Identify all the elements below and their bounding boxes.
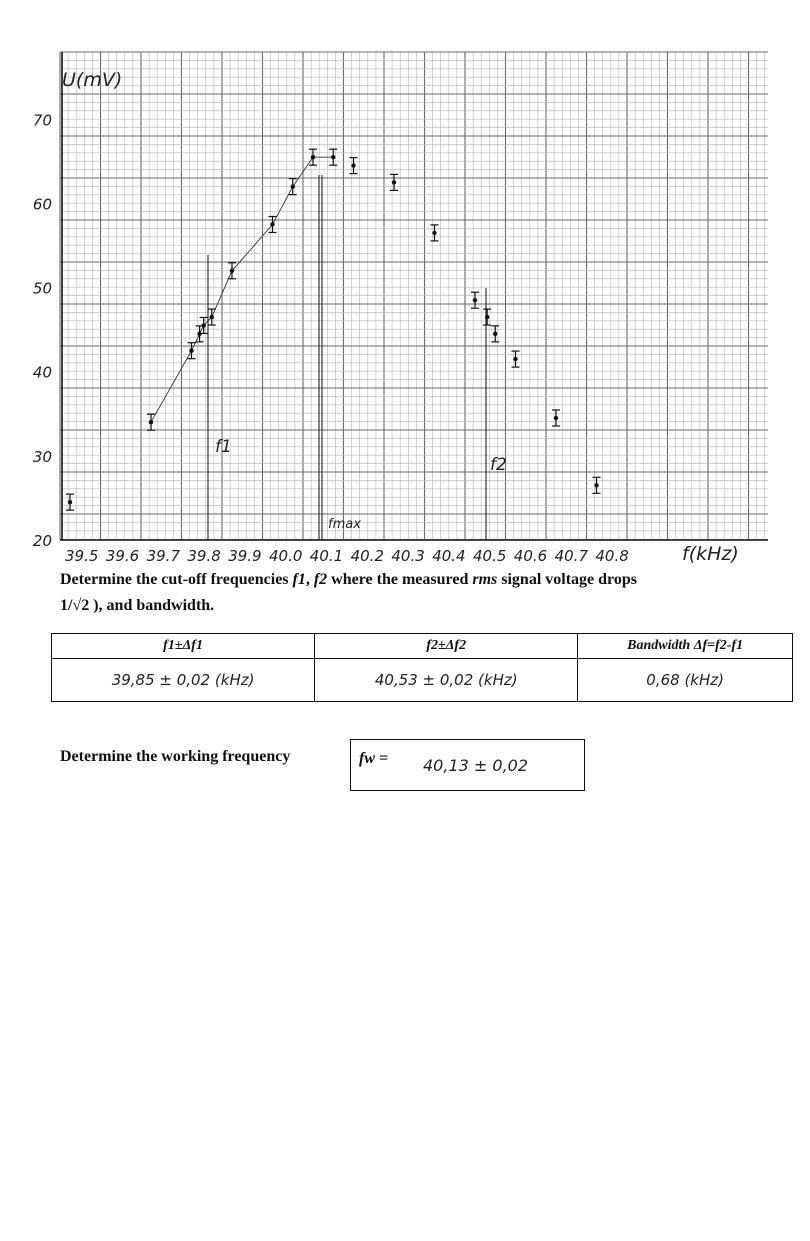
working-frequency-symbol: fw = <box>359 750 389 767</box>
question-text-a: Determine the cut-off frequencies <box>60 571 293 588</box>
y-axis-label: U(mV) <box>62 69 123 91</box>
x-tick-label: 40.7 <box>554 547 589 565</box>
question-text-b: where the measured <box>327 571 473 588</box>
working-frequency-box <box>350 739 585 791</box>
question-rms: rms <box>472 571 498 588</box>
data-point <box>66 494 74 510</box>
cutoff-markers <box>208 175 486 540</box>
data-point <box>483 309 491 325</box>
y-tick-label: 20 <box>32 532 52 550</box>
x-tick-label: 39.9 <box>228 547 262 565</box>
working-frequency-value: 40,13 ± 0,02 <box>423 756 529 775</box>
x-tick-label: 40.6 <box>513 547 548 565</box>
header-bandwidth: Bandwidth Δf=f2-f1 <box>578 634 793 659</box>
question-text-d: 1/√2 ), and bandwidth. <box>60 597 215 614</box>
y-tick-label: 50 <box>32 279 52 298</box>
results-table <box>51 633 793 702</box>
x-tick-label: 40.0 <box>269 547 303 565</box>
data-point <box>390 174 398 190</box>
x-tick-label: 40.5 <box>473 547 507 565</box>
y-tick-labels <box>33 111 52 550</box>
working-frequency-label: Determine the working frequency <box>60 748 291 765</box>
data-point <box>350 158 358 174</box>
x-tick-label: 40.4 <box>432 547 466 565</box>
header-f2: f2±Δf2 <box>315 634 578 659</box>
x-tick-label: 40.8 <box>595 547 629 565</box>
y-tick-label: 60 <box>32 195 52 214</box>
y-tick-label: 30 <box>32 447 52 466</box>
cutoff-question <box>60 567 790 619</box>
value-f1: 39,85 ± 0,02 (kHz) <box>52 659 315 702</box>
data-point <box>593 477 601 493</box>
x-tick-label: 39.5 <box>65 547 99 565</box>
data-point <box>512 351 520 367</box>
data-point <box>431 225 439 241</box>
value-bandwidth: 0,68 (kHz) <box>578 659 793 702</box>
y-tick-label: 40 <box>32 363 52 382</box>
f2-annotation: f2 <box>490 455 507 475</box>
question-comma: , <box>305 571 314 588</box>
question-f2: f2 <box>313 571 328 588</box>
x-tick-label: 39.6 <box>105 547 140 565</box>
frequency-response-chart <box>0 0 810 565</box>
question-f1: f1 <box>292 571 306 588</box>
x-tick-label: 39.7 <box>146 547 181 565</box>
question-text-c: signal voltage drops <box>497 571 637 588</box>
data-point <box>552 410 560 426</box>
data-point <box>471 292 479 308</box>
value-f2: 40,53 ± 0,02 (kHz) <box>315 659 578 702</box>
x-tick-labels <box>65 547 629 565</box>
fmax-annotation: fmax <box>328 517 361 532</box>
x-tick-label: 40.2 <box>350 547 385 565</box>
f1-annotation: f1 <box>215 437 232 457</box>
x-tick-label: 39.8 <box>187 547 221 565</box>
results-header-row <box>52 634 793 659</box>
x-tick-label: 40.1 <box>309 547 344 565</box>
y-tick-label: 70 <box>32 111 52 130</box>
header-f1: f1±Δf1 <box>52 634 315 659</box>
x-tick-label: 40.3 <box>391 547 425 565</box>
data-point <box>491 326 499 342</box>
fitted-curve <box>151 157 333 422</box>
results-value-row <box>52 659 793 702</box>
x-axis-label: f(kHz) <box>682 543 739 565</box>
graph-paper-grid <box>60 52 768 540</box>
